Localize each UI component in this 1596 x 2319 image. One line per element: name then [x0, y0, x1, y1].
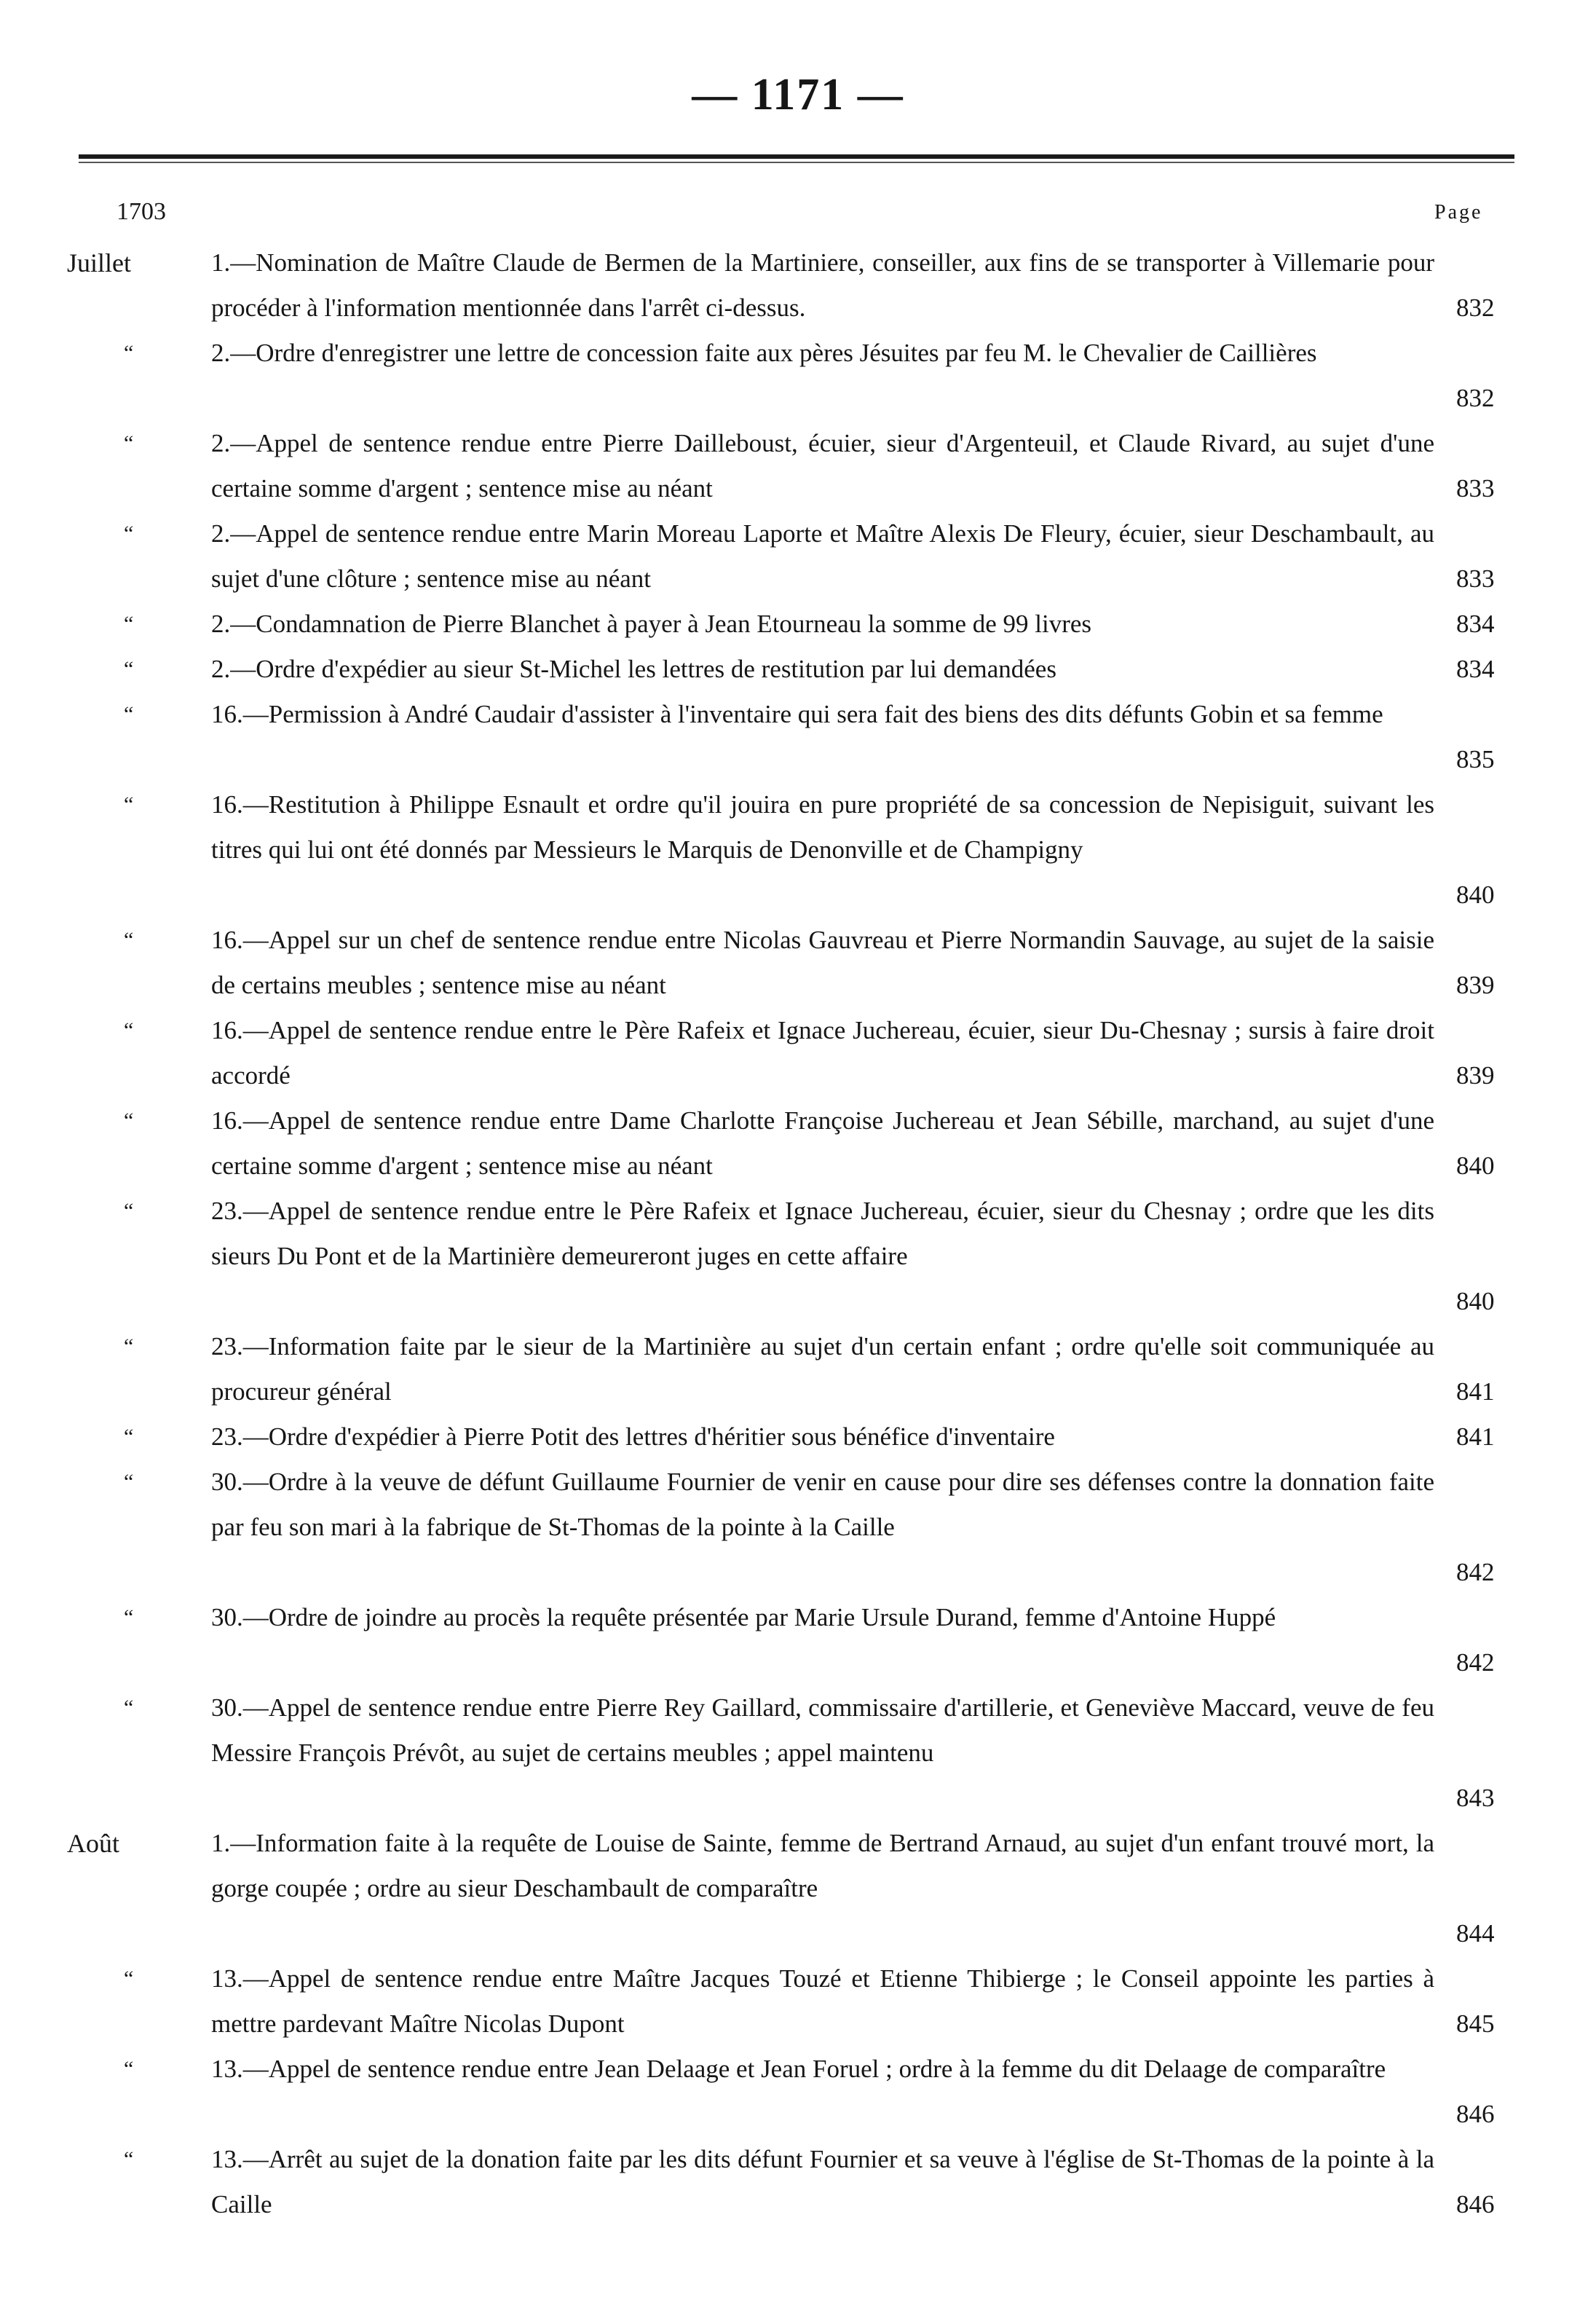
entry-description: —Ordre d'expédier au sieur St-Michel les lettres de restitution par lui demandées: [230, 655, 1056, 683]
ditto-mark: “: [124, 612, 134, 636]
entry-description: —Appel de sentence rendue entre Dame Charlotte Françoise Juchereau et Jean Sébille, marchand, au sujet d'une certaine somme d'argent ; sentence mise au néant: [211, 1106, 1434, 1180]
entry-day: 16.: [211, 1016, 243, 1044]
entry-description: —Appel de sentence rendue entre le Père Rafeix et Ignace Juchereau, écuier, sieur Du-Chesnay ; sursis à faire droit accordé: [211, 1016, 1434, 1090]
page-reference: 834: [1456, 655, 1495, 683]
entry-description: —Arrêt au sujet de la donation faite par les dits défunt Fournier et sa veuve à l'église de St-Thomas de la pointe à la Caille: [211, 2145, 1434, 2218]
entry-text: [211, 1821, 1434, 1911]
entry-day: 30.: [211, 1693, 243, 1722]
entry-description: —Ordre de joindre au procès la requête présentée par Marie Ursule Durand, femme d'Antoine Huppé: [242, 1603, 1276, 1631]
entry-description: —Condamnation de Pierre Blanchet à payer à Jean Etourneau la somme de 99 livres: [230, 610, 1092, 638]
page-reference: 832: [1456, 384, 1495, 412]
entry-description: —Information faite par le sieur de la Martinière au sujet d'un certain enfant ; ordre qu'elle soit communiquée au procureur général: [211, 1332, 1434, 1406]
page-reference: 833: [1456, 474, 1495, 503]
page-reference: 842: [1456, 1648, 1495, 1677]
entry-description: —Permission à André Caudair d'assister à l'inventaire qui sera fait des biens des dits défunts Gobin et sa femme: [242, 700, 1383, 728]
entry-description: —Ordre d'enregistrer une lettre de concession faite aux pères Jésuites par feu M. le Chevalier de Caillières: [230, 339, 1317, 367]
entry-text: [211, 1460, 1434, 1550]
page-reference: 833: [1456, 564, 1495, 593]
page-reference: 845: [1456, 2009, 1495, 2038]
month-label: Juillet: [67, 248, 131, 277]
page-reference: 846: [1456, 2190, 1495, 2218]
entry-day: 13.: [211, 2145, 243, 2173]
entry-description: —Appel de sentence rendue entre Jean Delaage et Jean Foruel ; ordre à la femme du dit Delaage de comparaître: [242, 2055, 1386, 2083]
header-rule-thin: [79, 162, 1514, 163]
ditto-mark: “: [124, 1470, 134, 1494]
ditto-mark: “: [124, 2057, 134, 2081]
entry-description: —Appel de sentence rendue entre Pierre Rey Gaillard, commissaire d'artillerie, et Geneviève Maccard, veuve de feu Messire François Prévôt, au sujet de certains meubles ; appel maintenu: [211, 1693, 1434, 1767]
entry-description: —Ordre d'expédier à Pierre Potit des lettres d'héritier sous bénéfice d'inventaire: [242, 1422, 1055, 1451]
entry-day: 13.: [211, 2055, 243, 2083]
entry-day: 23.: [211, 1197, 243, 1225]
entry-day: 2.: [211, 610, 231, 638]
entry-day: 16.: [211, 790, 243, 819]
page-reference: 844: [1456, 1919, 1495, 1948]
entry-day: 2.: [211, 655, 231, 683]
ditto-mark: “: [124, 341, 134, 365]
entry-text: [211, 240, 1434, 331]
ditto-mark: “: [124, 702, 134, 726]
entry-description: —Appel de sentence rendue entre Pierre Dailleboust, écuier, sieur d'Argenteuil, et Claude Rivard, au sujet d'une certaine somme d'argent ; sentence mise au néant: [211, 429, 1434, 503]
entry-text: [211, 1189, 1434, 1279]
entry-text: [211, 331, 1434, 376]
entry-day: 13.: [211, 1964, 243, 1993]
entry-text: [211, 1098, 1434, 1189]
entry-text: [211, 782, 1434, 873]
entry-day: 30.: [211, 1603, 243, 1631]
page-reference: 842: [1456, 1558, 1495, 1586]
ditto-mark: “: [124, 1605, 134, 1629]
ditto-mark: “: [124, 1334, 134, 1358]
page-reference: 840: [1456, 1151, 1495, 1180]
ditto-mark: “: [124, 1199, 134, 1223]
entry-text: [211, 421, 1434, 511]
entry-day: 23.: [211, 1422, 243, 1451]
page-number: — 1171 —: [692, 70, 904, 119]
entry-text: [211, 647, 1434, 692]
entry-text: [211, 692, 1434, 737]
ditto-mark: “: [124, 521, 134, 546]
page-reference: 846: [1456, 2100, 1495, 2128]
month-label: Août: [67, 1829, 119, 1858]
entry-day: 16.: [211, 700, 243, 728]
entry-day: 2.: [211, 339, 231, 367]
page-column-heading: Page: [1434, 201, 1483, 224]
page-reference: 832: [1456, 294, 1495, 322]
entry-text: [211, 2137, 1434, 2227]
entry-day: 1.: [211, 248, 231, 277]
page-reference: 839: [1456, 1061, 1495, 1090]
entry-description: —Nomination de Maître Claude de Bermen de la Martiniere, conseiller, aux fins de se transporter à Villemarie pour procéder à l'information mentionnée dans l'arrêt ci-dessus.: [211, 248, 1434, 322]
page-reference: 840: [1456, 881, 1495, 909]
entry-text: [211, 2047, 1434, 2092]
ditto-mark: “: [124, 657, 134, 681]
entry-day: 16.: [211, 1106, 243, 1135]
entry-day: 2.: [211, 429, 231, 457]
entry-description: —Restitution à Philippe Esnault et ordre qu'il jouira en pure propriété de sa concession de Nepisiguit, suivant les titres qui lui ont été donnés par Messieurs le Marquis de Denonville et de Champigny: [211, 790, 1434, 864]
entry-description: —Appel sur un chef de sentence rendue entre Nicolas Gauvreau et Pierre Normandin Sauvage, au sujet de la saisie de certains meubles ; sentence mise au néant: [211, 926, 1434, 999]
header-rule: [79, 154, 1514, 159]
ditto-mark: “: [124, 792, 134, 816]
page-reference: 835: [1456, 745, 1495, 773]
entry-text: [211, 1414, 1434, 1460]
ditto-mark: “: [124, 1109, 134, 1133]
entry-description: —Appel de sentence rendue entre Maître Jacques Touzé et Etienne Thibierge ; le Conseil appointe les parties à mettre pardevant Maître Nicolas Dupont: [211, 1964, 1434, 2038]
page-reference: 841: [1456, 1422, 1495, 1451]
entry-text: [211, 1595, 1434, 1640]
year-heading: 1703: [116, 198, 166, 225]
entry-day: 2.: [211, 519, 231, 548]
page-reference: 839: [1456, 971, 1495, 999]
entry-day: 1.: [211, 1829, 231, 1857]
entry-description: —Ordre à la veuve de défunt Guillaume Fournier de venir en cause pour dire ses défenses contre la donnation faite par feu son mari à la fabrique de St-Thomas de la pointe à la Caille: [211, 1468, 1434, 1541]
page-reference: 834: [1456, 610, 1495, 638]
ditto-mark: “: [124, 1966, 134, 1991]
ditto-mark: “: [124, 431, 134, 455]
page-reference: 843: [1456, 1784, 1495, 1812]
entry-text: [211, 918, 1434, 1008]
entry-text: [211, 1008, 1434, 1098]
entry-day: 23.: [211, 1332, 243, 1361]
page-reference: 841: [1456, 1377, 1495, 1406]
ditto-mark: “: [124, 1018, 134, 1042]
entry-text: [211, 602, 1434, 647]
entry-text: [211, 1685, 1434, 1776]
entry-text: [211, 511, 1434, 602]
entry-text: [211, 1956, 1434, 2047]
ditto-mark: “: [124, 2147, 134, 2171]
entry-description: —Appel de sentence rendue entre le Père Rafeix et Ignace Juchereau, écuier, sieur du Chesnay ; ordre que les dits sieurs Du Pont et de la Martinière demeureront juges en cette affaire: [211, 1197, 1434, 1270]
page-reference: 840: [1456, 1287, 1495, 1315]
entry-day: 16.: [211, 926, 243, 954]
entry-description: —Appel de sentence rendue entre Marin Moreau Laporte et Maître Alexis De Fleury, écuier, sieur Deschambault, au sujet d'une clôture ; sentence mise au néant: [211, 519, 1434, 593]
entry-day: 30.: [211, 1468, 243, 1496]
ditto-mark: “: [124, 928, 134, 952]
ditto-mark: “: [124, 1696, 134, 1720]
entry-text: [211, 1324, 1434, 1414]
entry-description: —Information faite à la requête de Louise de Sainte, femme de Bertrand Arnaud, au sujet d'un enfant trouvé mort, la gorge coupée ; ordre au sieur Deschambault de comparaître: [211, 1829, 1434, 1902]
ditto-mark: “: [124, 1425, 134, 1449]
